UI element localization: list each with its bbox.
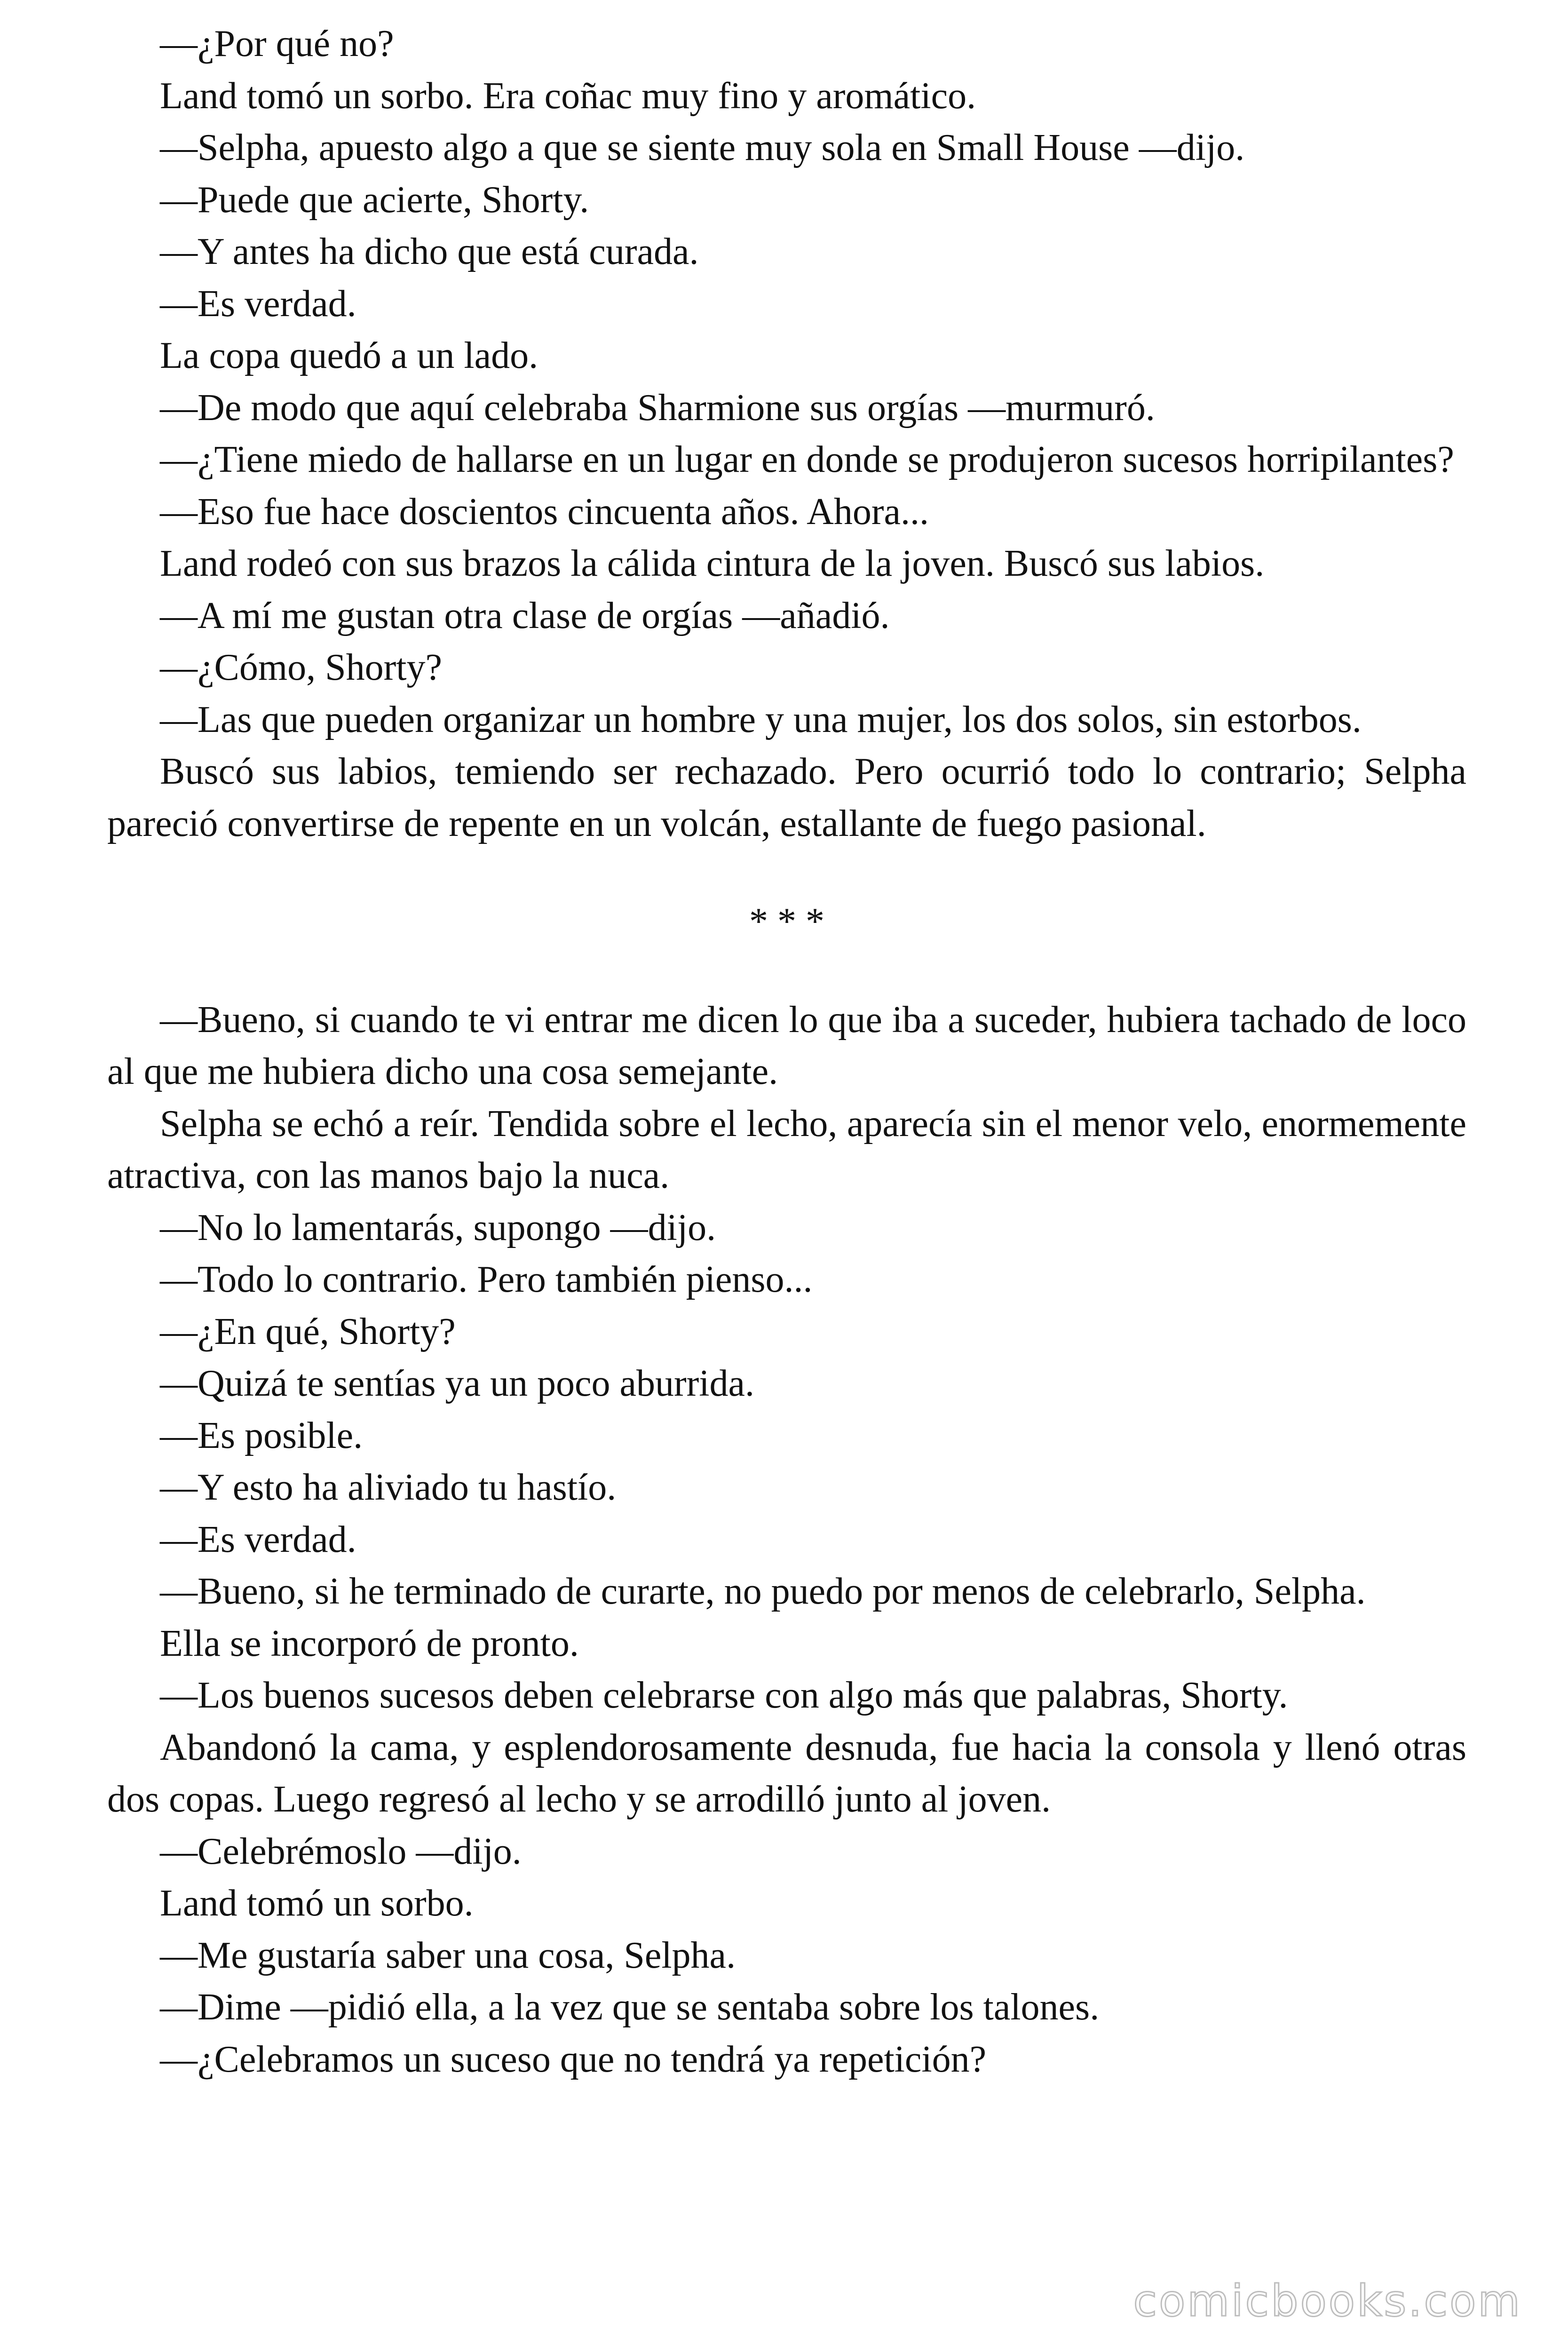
paragraph: —Y esto ha aliviado tu hastío. — [160, 1467, 617, 1508]
paragraph: —¿Cómo, Shorty? — [160, 647, 442, 688]
paragraph: —¿Tiene miedo de hallarse en un lugar en donde se produjeron sucesos horripilantes? — [160, 439, 1454, 480]
paragraph: Selpha se echó a reír. Tendida sobre el lecho, aparecía sin el menor velo, enormemente atractiva, con las manos bajo la nuca. — [107, 1103, 1466, 1196]
section-separator: * * * — [749, 901, 824, 942]
paragraph: —Es posible. — [160, 1414, 363, 1456]
paragraph: —Los buenos sucesos deben celebrarse con algo más que palabras, Shorty. — [160, 1675, 1288, 1716]
paragraph: —Es verdad. — [160, 283, 356, 325]
paragraph: —Bueno, si cuando te vi entrar me dicen lo que iba a suceder, hubiera tachado de loco al que me hubiera dicho una cosa semejante. — [107, 999, 1466, 1092]
paragraph: Ella se incorporó de pronto. — [160, 1622, 579, 1664]
section-gap — [107, 948, 1466, 994]
paragraph: Abandonó la cama, y esplendorosamente desnuda, fue hacia la consola y llenó otras dos copas. Luego regresó al lecho y se arrodilló junto al joven. — [107, 1726, 1466, 1820]
paragraph: —De modo que aquí celebraba Sharmione sus orgías —murmuró. — [160, 387, 1155, 429]
paragraph: —Dime —pidió ella, a la vez que se sentaba sobre los talones. — [160, 1986, 1100, 2028]
paragraph: Land tomó un sorbo. — [160, 1883, 474, 1924]
paragraph: —Puede que acierte, Shorty. — [160, 179, 589, 221]
paragraph: —Celebrémoslo —dijo. — [160, 1830, 522, 1872]
paragraph: Land tomó un sorbo. Era coñac muy fino y aromático. — [160, 75, 976, 117]
paragraph: Buscó sus labios, temiendo ser rechazado. Pero ocurrió todo lo contrario; Selpha pareció convertirse de repente en un volcán, estallante de fuego pasional. — [107, 751, 1466, 844]
paragraph: —Las que pueden organizar un hombre y una mujer, los dos solos, sin estorbos. — [160, 699, 1362, 740]
paragraph: —Me gustaría saber una cosa, Selpha. — [160, 1934, 736, 1976]
paragraph: La copa quedó a un lado. — [160, 335, 539, 376]
paragraph: —Y antes ha dicho que está curada. — [160, 231, 699, 272]
paragraph: —Todo lo contrario. Pero también pienso... — [160, 1259, 813, 1300]
paragraph: —Selpha, apuesto algo a que se siente muy sola en Small House —dijo. — [160, 127, 1245, 168]
paragraph: —¿Por qué no? — [160, 23, 394, 64]
paragraph: —Bueno, si he terminado de curarte, no puedo por menos de celebrarlo, Selpha. — [160, 1571, 1366, 1612]
paragraph: —No lo lamentarás, supongo —dijo. — [160, 1207, 716, 1248]
watermark: comicbooks.com — [1133, 2276, 1522, 2326]
paragraph: —Quizá te sentías ya un poco aburrida. — [160, 1363, 755, 1404]
section-gap — [107, 850, 1466, 896]
document-page — [107, 18, 1466, 2085]
paragraph: —A mí me gustan otra clase de orgías —añadió. — [160, 595, 890, 636]
paragraph: Land rodeó con sus brazos la cálida cintura de la joven. Buscó sus labios. — [160, 543, 1265, 584]
paragraph: —Eso fue hace doscientos cincuenta años. Ahora... — [160, 491, 929, 532]
paragraph: —Es verdad. — [160, 1518, 356, 1560]
paragraph: —¿En qué, Shorty? — [160, 1311, 456, 1352]
paragraph: —¿Celebramos un suceso que no tendrá ya repetición? — [160, 2038, 987, 2080]
